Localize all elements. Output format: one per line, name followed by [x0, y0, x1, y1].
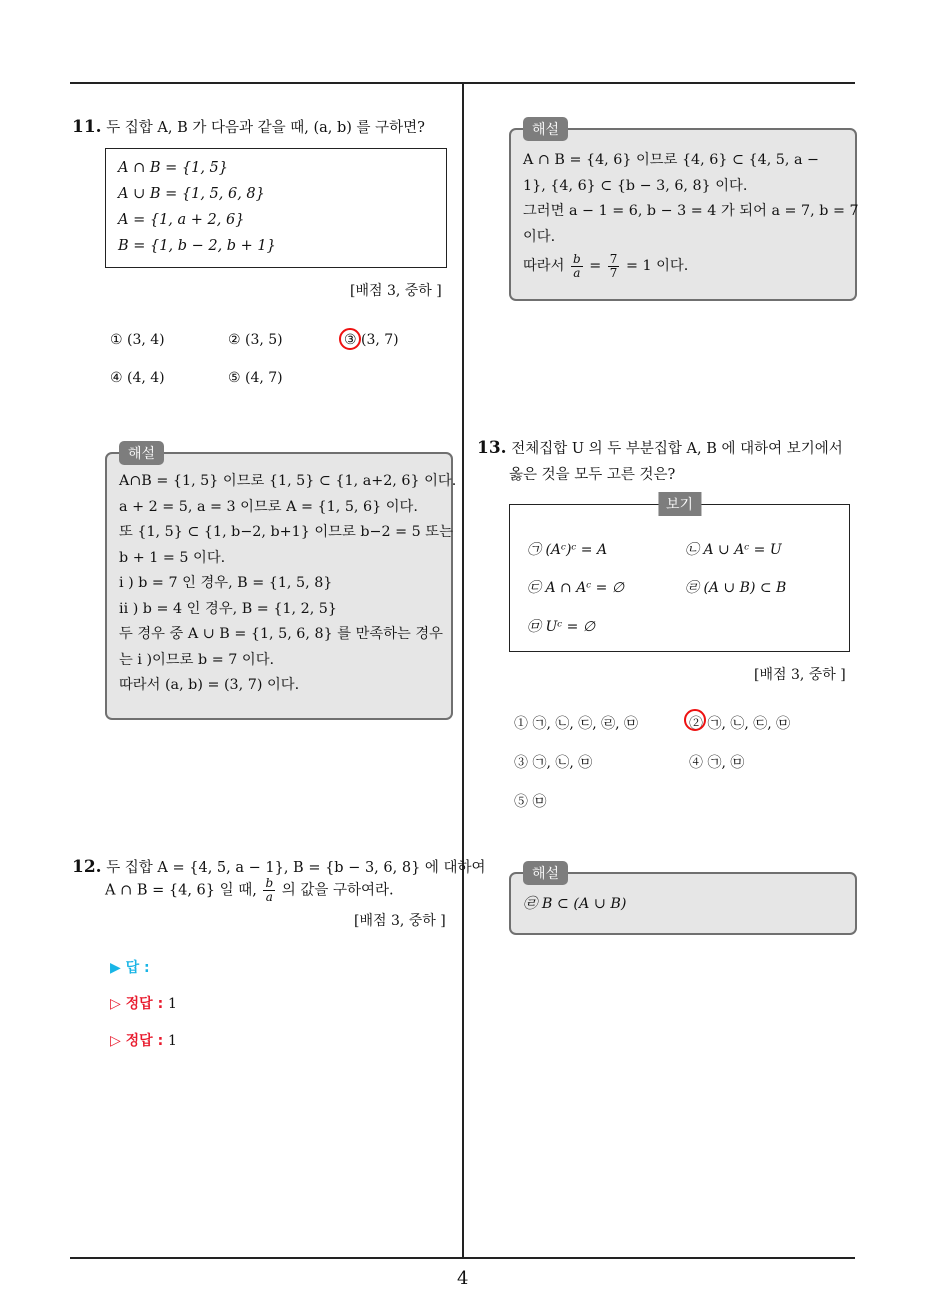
q11-box-line: A = {1, a + 2, 6} [118, 212, 245, 228]
q12-solution-line: 그러면 a − 1 = 6, b − 3 = 4 가 되어 a = 7, b = 7 [523, 203, 859, 219]
q11-box-line: A ∪ B = {1, 5, 6, 8} [118, 186, 265, 202]
q13-bogi-tag: 보기 [658, 492, 701, 516]
q13-answer-mark-circle [684, 709, 706, 731]
q11-solution-line: b + 1 = 5 이다. [119, 549, 226, 566]
q12-frac-den: a [265, 890, 273, 904]
q13-choice-3[interactable]: ③ ㉠, ㉡, ㉤ [514, 755, 593, 771]
q12-solution-frac-2 [608, 253, 620, 280]
q12-correct-row-2 [110, 1030, 177, 1050]
q12-answer-label-text: ▶ 답 : [110, 960, 150, 976]
q12-correct-label-2: ▷ 정답 : [110, 1033, 164, 1049]
q12-solution-final-pre: 따라서 [523, 258, 565, 274]
q12-solution-final-post: = 1 이다. [625, 258, 689, 274]
q13-solution-box [509, 866, 857, 935]
q12-number: 12. [72, 857, 102, 877]
q12-score: [배점 3, 중하 ] [354, 913, 446, 929]
q11-choice-3[interactable]: ③ (3, 7) [344, 332, 399, 348]
q11-choice-5[interactable]: ⑤ (4, 7) [228, 370, 283, 386]
q13-stem [477, 437, 843, 458]
q12-solution-equals: = [589, 258, 602, 274]
q11-solution-line: A∩B = {1, 5} 이므로 {1, 5} ⊂ {1, a+2, 6} 이다. [119, 473, 457, 489]
q12-frac-num: b [265, 876, 274, 890]
q11-choice-4[interactable]: ④ (4, 4) [110, 370, 165, 386]
q11-stem [72, 116, 425, 137]
q12-solution-line-final [523, 250, 855, 282]
q12-solution-line: A ∩ B = {4, 6} 이므로 {4, 6} ⊂ {4, 5, a − [523, 152, 820, 168]
q12-stem-line2-pre: A ∩ B = {4, 6} 일 때, [105, 882, 257, 899]
q11-box-line: B = {1, b − 2, b + 1} [118, 238, 276, 254]
q13-choice-1[interactable]: ① ㉠, ㉡, ㉢, ㉣, ㉤ [514, 716, 639, 732]
page-number: 4 [457, 1268, 469, 1289]
q12-stem-line1: 두 집합 A = {4, 5, a − 1}, B = {b − 3, 6, 8} 에 대하여 [106, 860, 486, 876]
q13-bogi-item-3: ㉢ A ∩ Aᶜ = ∅ [527, 580, 625, 596]
q11-solution-line: 따라서 (a, b) = (3, 7) 이다. [119, 677, 300, 693]
q13-bogi-item-5: ㉤ Uᶜ = ∅ [527, 619, 596, 635]
center-divider [462, 82, 464, 1258]
q13-choice-5[interactable]: ⑤ ㉤ [514, 794, 547, 810]
q12-solution-line: 1}, {4, 6} ⊂ {b − 3, 6, 8} 이다. [523, 177, 748, 194]
q13-choice-2[interactable]: ② ㉠, ㉡, ㉢, ㉤ [689, 716, 791, 732]
q12-solution-line: 이다. [523, 228, 556, 245]
bottom-rule [70, 1257, 855, 1259]
q13-solution-line: ㉣ B ⊂ (A ∪ B) [523, 896, 627, 912]
q11-condition-box [105, 148, 447, 268]
q13-bogi-item-2: ㉡ A ∪ Aᶜ = U [685, 542, 782, 558]
q11-solution-line: 또 {1, 5} ⊂ {1, b−2, b+1} 이므로 b−2 = 5 또는 [119, 524, 453, 540]
q11-box-line: A ∩ B = {1, 5} [118, 160, 228, 176]
q13-number: 13. [477, 438, 507, 458]
q11-stem-text: 두 집합 A, B 가 다음과 같을 때, (a, b) 를 구하면? [106, 120, 425, 136]
q13-bogi-box [509, 497, 850, 652]
q11-solution-line: i ) b = 7 인 경우, B = {1, 5, 8} [119, 575, 333, 591]
q12-solution-frac-1-den: a [573, 265, 581, 280]
q11-solution-box [105, 446, 457, 720]
q13-stem-line2: 옳은 것을 모두 고른 것은? [509, 467, 676, 483]
q13-bogi-item-1: ㉠ (Aᶜ)ᶜ = A [527, 542, 608, 558]
q13-score: [배점 3, 중하 ] [754, 667, 846, 683]
q13-stem-line1: 전체집합 U 의 두 부분집합 A, B 에 대하여 보기에서 [511, 441, 843, 457]
q11-number: 11. [72, 117, 102, 137]
q11-score: [배점 3, 중하 ] [350, 283, 442, 299]
q11-solution-tag: 해설 [119, 441, 164, 465]
q12-correct-value-2: 1 [168, 1033, 177, 1049]
q12-solution-tag: 해설 [523, 117, 568, 141]
q12-stem [72, 856, 486, 877]
q11-solution-line: a + 2 = 5, a = 3 이므로 A = {1, 5, 6} 이다. [119, 498, 418, 515]
q11-solution-line: 두 경우 중 A ∪ B = {1, 5, 6, 8} 를 만족하는 경우 [119, 626, 443, 642]
q12-correct-row-1 [110, 993, 177, 1013]
q12-solution-frac-2-num: 7 [609, 251, 618, 266]
q12-solution-frac-2-den: 7 [609, 265, 618, 280]
q11-solution-line: 는 i )이므로 b = 7 이다. [119, 651, 275, 668]
q12-correct-value-1: 1 [168, 996, 177, 1012]
q12-solution-frac-1 [571, 253, 583, 280]
q11-answer-mark-circle [339, 328, 361, 350]
q11-solution-line: ii ) b = 4 인 경우, B = {1, 2, 5} [119, 600, 337, 617]
q12-solution-box [509, 122, 859, 301]
q12-answer-label [110, 957, 150, 977]
q12-stem-line2-post: 의 값을 구하여라. [281, 882, 394, 899]
q12-stem-second-line [105, 877, 394, 904]
q11-choice-1[interactable]: ① (3, 4) [110, 332, 165, 348]
q13-bogi-item-4: ㉣ (A ∪ B) ⊂ B [685, 580, 787, 596]
q12-fraction [263, 877, 275, 904]
q11-choice-2[interactable]: ② (3, 5) [228, 332, 283, 348]
q12-solution-frac-1-num: b [572, 251, 581, 266]
q13-solution-tag: 해설 [523, 861, 568, 885]
q12-correct-label-1: ▷ 정답 : [110, 996, 164, 1012]
q13-choice-4[interactable]: ④ ㉠, ㉤ [689, 755, 745, 771]
